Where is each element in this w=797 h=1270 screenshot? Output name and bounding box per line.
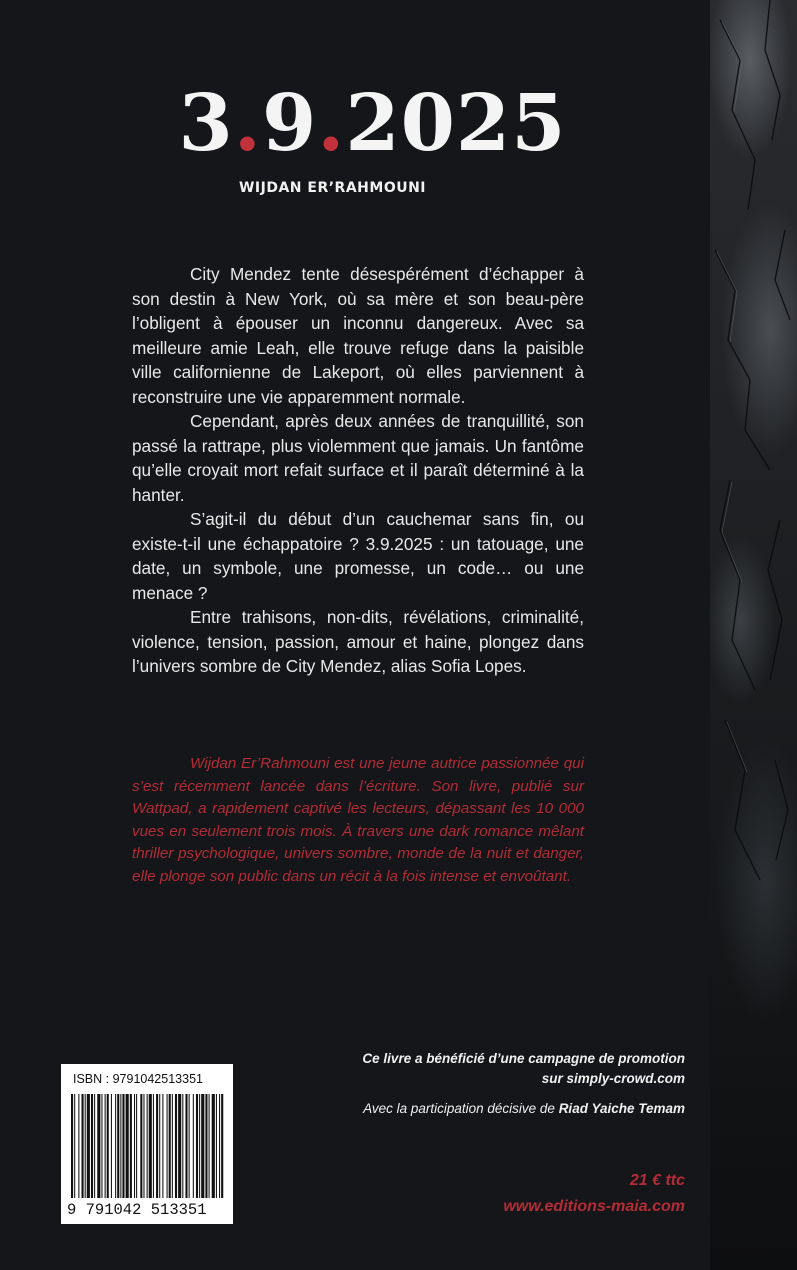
- barcode-bar: [91, 1094, 93, 1198]
- participation-prefix: Avec la participation décisive de: [363, 1101, 559, 1116]
- participation-name: Riad Yaiche Temam: [558, 1101, 685, 1116]
- title-part-2: 9: [261, 78, 318, 169]
- barcode-bar: [71, 1094, 73, 1198]
- barcode-bar: [201, 1094, 204, 1198]
- title-red-dot-2: .: [317, 78, 346, 169]
- author-bio: Wijdan Er’Rahmouni est une jeune autrice passionnée qui s’est récemment lancée dans l’écriture. Son livre, publié sur Wattpad, a rapidement captivé les lecteurs, dépassant les 10 000 vues en seulement trois mois. À travers une dark romance mêlant thriller psychologique, univers sombre, monde de la nuit et danger, elle plonge son public dans un récit à la fois intense et envoûtant.: [132, 755, 584, 885]
- barcode-bar: [126, 1094, 129, 1198]
- barcode-bar: [156, 1094, 158, 1198]
- promo-line-2: sur simply-crowd.com: [541, 1071, 685, 1086]
- barcode-bar: [175, 1094, 177, 1198]
- crack-lines: [710, 0, 797, 1270]
- barcode-bar: [143, 1094, 144, 1198]
- barcode-bar: [101, 1094, 102, 1198]
- barcode-bar: [209, 1094, 210, 1198]
- barcode-icon: [69, 1094, 227, 1202]
- barcode-bar: [189, 1094, 190, 1198]
- barcode-bar: [205, 1094, 207, 1198]
- barcode-bar: [74, 1094, 75, 1198]
- barcode-bar: [140, 1094, 142, 1198]
- title-red-dot-1: .: [233, 78, 262, 169]
- isbn-label: ISBN : 9791042513351: [73, 1072, 203, 1086]
- barcode-bar: [159, 1094, 160, 1198]
- title-part-1: 3: [178, 78, 234, 169]
- barcode-bar: [130, 1094, 132, 1198]
- barcode-bar: [120, 1094, 121, 1198]
- leather-texture-strip: [710, 0, 797, 1270]
- barcode-bar: [147, 1094, 148, 1198]
- publisher-website: www.editions-maia.com: [503, 1198, 685, 1215]
- promo-notice: [362, 1049, 685, 1089]
- barcode-bar: [117, 1094, 119, 1198]
- promo-line-1: Ce livre a bénéficié d’une campagne de promotion: [362, 1051, 685, 1066]
- price: 21 € ttc: [629, 1172, 685, 1189]
- barcode-bar: [162, 1094, 163, 1198]
- isbn-barcode-box: [61, 1064, 233, 1224]
- barcode-bar: [182, 1094, 183, 1198]
- synopsis-paragraph: City Mendez tente désespérément d’échapper à son destin à New York, où sa mère et son beau-père l’obligent à épouser un inconnu dangereux. Avec sa meilleure amie Leah, elle trouve refuge dans la paisible ville californienne de Lakeport, où elles parviennent à reconstruire une vie apparemment normale.: [132, 264, 584, 407]
- barcode-bar: [122, 1094, 124, 1198]
- barcode-bar: [199, 1094, 200, 1198]
- barcode-bar: [212, 1094, 215, 1198]
- barcode-bar: [134, 1094, 135, 1198]
- synopsis: [132, 262, 584, 679]
- barcode-bar: [82, 1094, 84, 1198]
- barcode-bar: [172, 1094, 173, 1198]
- barcode-bar: [105, 1094, 106, 1198]
- synopsis-paragraph: S’agit-il du début d’un cauchemar sans fin, ou existe-t-il une échappatoire ? 3.9.2025 : un tatouage, une date, un symbole, une promesse, un code… ou une menace ?: [132, 509, 584, 603]
- synopsis-paragraph: Entre trahisons, non-dits, révélations, criminalité, violence, tension, passion, amour et haine, plongez dans l’univers sombre de City Mendez, alias Sofia Lopes.: [132, 607, 584, 676]
- author-name: WIJDAN ER’RAHMOUNI: [238, 180, 427, 196]
- barcode-bar: [193, 1094, 194, 1198]
- barcode-bar: [219, 1094, 220, 1198]
- barcode-bar: [169, 1094, 171, 1198]
- barcode-bar: [94, 1094, 95, 1198]
- barcode-bar: [97, 1094, 100, 1198]
- barcode-bar: [136, 1094, 137, 1198]
- barcode-bar: [196, 1094, 198, 1198]
- barcode-digits: 9 791042 513351: [67, 1201, 207, 1219]
- synopsis-paragraph: Cependant, après deux années de tranquillité, son passé la rattrape, plus violemment que jamais. Un fantôme qu’elle croyait mort refait surface et il paraît déterminé à la hanter.: [132, 411, 584, 505]
- book-title: [0, 78, 745, 169]
- title-part-3: 2025: [345, 78, 567, 169]
- barcode-bar: [78, 1094, 79, 1198]
- barcode-bar: [185, 1094, 187, 1198]
- barcode-bar: [216, 1094, 217, 1198]
- barcode-bar: [87, 1094, 90, 1198]
- barcode-bar: [221, 1094, 223, 1198]
- barcode-bar: [178, 1094, 181, 1198]
- barcode-bar: [153, 1094, 154, 1198]
- barcode-bar: [149, 1094, 152, 1198]
- barcode-bar: [167, 1094, 168, 1198]
- barcode-bar: [107, 1094, 109, 1198]
- participation-credit: [363, 1101, 685, 1116]
- barcode-bar: [115, 1094, 116, 1198]
- barcode-bar: [85, 1094, 86, 1198]
- barcode-bar: [111, 1094, 112, 1198]
